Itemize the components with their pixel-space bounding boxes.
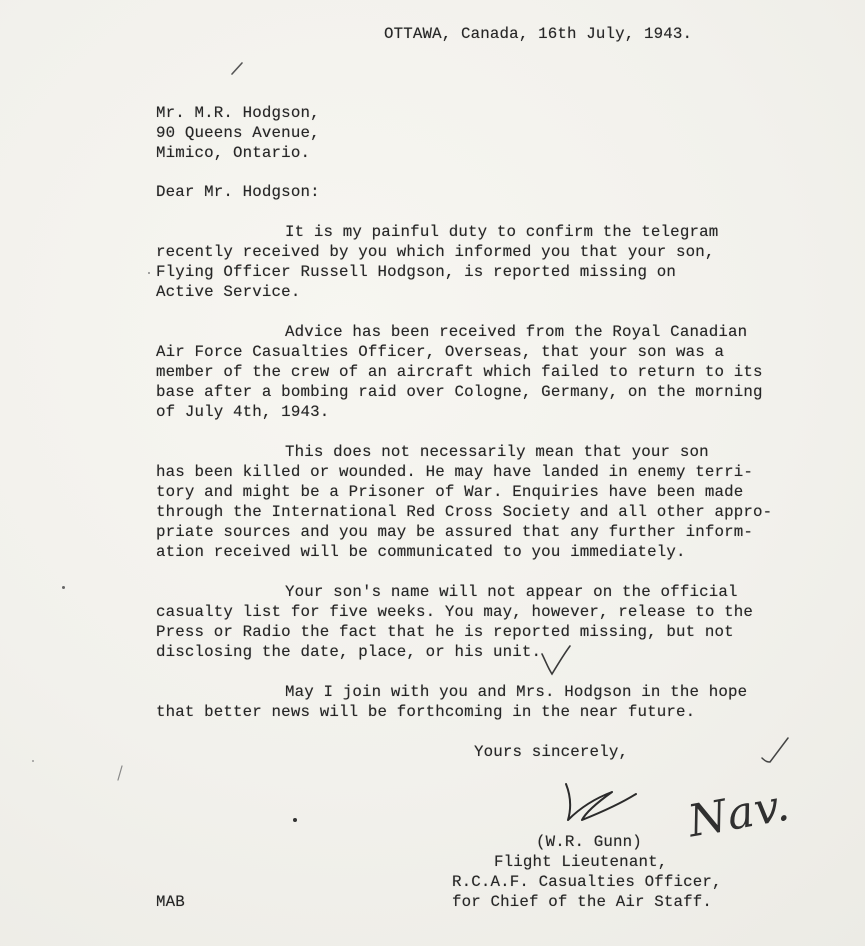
paragraph-4-line-3: Press or Radio the fact that he is reported missing, but not <box>156 623 734 641</box>
paragraph-1-line-4: Active Service. <box>156 283 301 301</box>
signatory-for-line: for Chief of the Air Staff. <box>452 893 713 911</box>
recipient-city: Mimico, Ontario. <box>156 144 311 162</box>
paragraph-3-line-3: tory and might be a Prisoner of War. Enquiries have been made <box>156 483 744 501</box>
paragraph-4-line-2: casualty list for five weeks. You may, however, release to the <box>156 603 754 621</box>
paragraph-5-line-1: May I join with you and Mrs. Hodgson in the hope <box>285 683 748 701</box>
salutation: Dear Mr. Hodgson: <box>156 183 320 201</box>
pen-tick-icon <box>230 60 246 76</box>
paragraph-3-line-4: through the International Red Cross Society and all other appro- <box>156 503 773 521</box>
signatory-name: (W.R. Gunn) <box>536 833 642 851</box>
handwritten-nav-note: Nav. <box>684 779 794 848</box>
ink-speck <box>148 272 150 274</box>
paragraph-3-line-5: priate sources and you may be assured that any further inform- <box>156 523 754 541</box>
paragraph-3-line-6: ation received will be communicated to you immediately. <box>156 543 686 561</box>
paragraph-1-line-1: It is my painful duty to confirm the telegram <box>285 223 719 241</box>
signatory-rank: Flight Lieutenant, <box>494 853 668 871</box>
paragraph-2-line-2: Air Force Casualties Officer, Overseas, that your son was a <box>156 343 725 361</box>
check-mark-icon <box>538 644 574 680</box>
paragraph-2-line-5: of July 4th, 1943. <box>156 403 330 421</box>
paragraph-3-line-1: This does not necessarily mean that your son <box>285 443 709 461</box>
recipient-name: Mr. M.R. Hodgson, <box>156 104 320 122</box>
paragraph-4-line-1: Your son's name will not appear on the official <box>285 583 738 601</box>
paragraph-5-line-2: that better news will be forthcoming in the near future. <box>156 703 696 721</box>
ink-speck <box>32 760 34 762</box>
paragraph-4-line-4: disclosing the date, place, or his unit. <box>156 643 542 661</box>
signatory-office: R.C.A.F. Casualties Officer, <box>452 873 722 891</box>
recipient-street: 90 Queens Avenue, <box>156 124 320 142</box>
dateline: OTTAWA, Canada, 16th July, 1943. <box>384 25 693 43</box>
pen-tick-icon <box>114 764 128 782</box>
ink-speck <box>293 818 297 822</box>
closing: Yours sincerely, <box>474 743 629 761</box>
paragraph-2-line-3: member of the crew of an aircraft which failed to return to its <box>156 363 763 381</box>
paragraph-2-line-1: Advice has been received from the Royal Canadian <box>285 323 748 341</box>
paragraph-1-line-2: recently received by you which informed you that your son, <box>156 243 715 261</box>
paragraph-3-line-2: has been killed or wounded. He may have landed in enemy terri- <box>156 463 754 481</box>
paragraph-1-line-3: Flying Officer Russell Hodgson, is reported missing on <box>156 263 677 281</box>
ink-speck <box>62 586 65 589</box>
signature-squiggle-icon <box>556 778 646 828</box>
check-mark-icon <box>760 736 790 766</box>
typist-initials: MAB <box>156 893 185 911</box>
paragraph-2-line-4: base after a bombing raid over Cologne, Germany, on the morning <box>156 383 763 401</box>
